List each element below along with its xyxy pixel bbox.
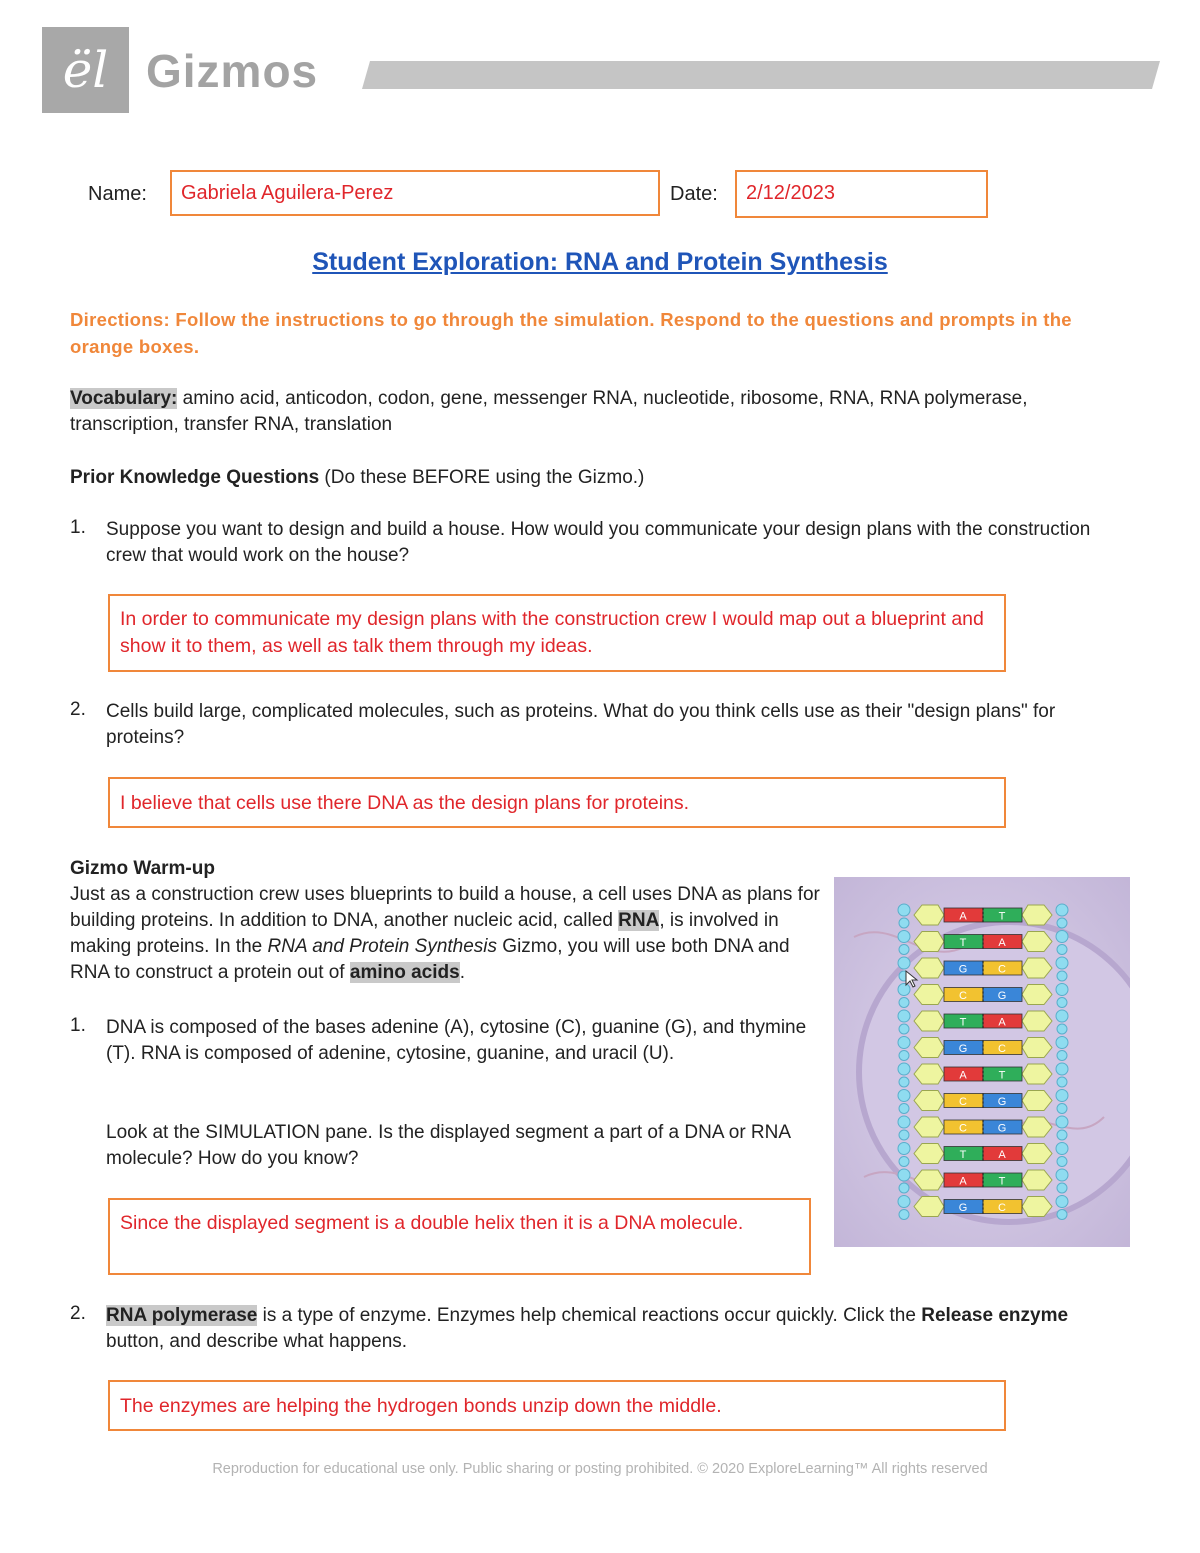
release-enzyme-term: Release enzyme [921, 1305, 1069, 1326]
prior-question-2: Cells build large, complicated molecules, such as proteins. What do you think cells use as their "design plans" for proteins? [106, 701, 1056, 748]
base-letter: G [997, 1122, 1007, 1135]
prior-question-1: Suppose you want to design and build a house. How would you communicate your design plans with the construction crew that would work on the house? [106, 519, 1091, 566]
warmup-answer-1[interactable]: Since the displayed segment is a double helix then it is a DNA molecule. [108, 1198, 811, 1275]
base-letter: G [958, 1202, 968, 1214]
simulation-pane [834, 877, 1130, 1247]
vocabulary-label: Vocabulary: [70, 388, 178, 409]
prior-heading-label: Prior Knowledge Questions [70, 467, 320, 488]
base-letter: G [958, 963, 968, 976]
base-letter: T [998, 1069, 1006, 1082]
base-letter: G [958, 1043, 968, 1055]
vocabulary [70, 386, 1070, 438]
base-letter: C [998, 1043, 1006, 1055]
name-label: Name: [88, 183, 147, 205]
base-letter: A [959, 910, 967, 923]
base-letter: C [959, 990, 967, 1002]
header-bar [362, 61, 1160, 89]
base-letter: T [959, 937, 967, 949]
base-letter: C [998, 963, 1006, 976]
warmup-answer-2[interactable]: The enzymes are helping the hydrogen bonds unzip down the middle. [108, 1380, 1006, 1431]
base-letter: A [998, 1016, 1006, 1029]
gizmo-name: RNA and Protein Synthesis [267, 936, 498, 957]
brand-name: Gizmos [146, 45, 319, 97]
base-letter: C [959, 1122, 967, 1135]
date-label: Date: [670, 183, 718, 205]
rna-polymerase-term: RNA polymerase [106, 1305, 258, 1326]
el-logo-icon: ël [62, 41, 109, 99]
warmup-question-1b: Look at the SIMULATION pane. Is the displayed segment a part of a DNA or RNA molecule? How do you know? [106, 1122, 790, 1169]
vocabulary-text: amino acid, anticodon, codon, gene, messenger RNA, nucleotide, ribosome, RNA, RNA polymerase, transcription, transfer RNA, translation [70, 388, 1028, 435]
prior-knowledge-heading [70, 465, 1070, 491]
warmup-question-1a: DNA is composed of the bases adenine (A), cytosine (C), guanine (G), and thymine (T). RNA is composed of adenine, cytosine, guanine, and uracil (U). [106, 1017, 807, 1064]
base-letter: A [959, 1175, 967, 1188]
base-letter: T [998, 1175, 1006, 1188]
base-letter: C [998, 1202, 1006, 1214]
base-letter: T [998, 910, 1006, 923]
logo [42, 27, 129, 113]
directions: Directions: Follow the instructions to go through the simulation. Respond to the questions and prompts in the orange boxes. [70, 309, 1072, 357]
footer: Reproduction for educational use only. Public sharing or posting prohibited. © 2020 ExploreLearning™ All rights reserved [212, 1461, 988, 1477]
amino-acids-term: amino acids [349, 962, 460, 983]
base-letter: A [998, 1149, 1006, 1161]
base-letter: A [959, 1069, 967, 1082]
warmup-heading: Gizmo Warm-up [70, 858, 215, 879]
prior-answer-1[interactable]: In order to communicate my design plans with the construction crew I would map out a blueprint and show it to them, as well as talk them through my ideas. [108, 594, 1006, 672]
warmup-question-2: RNA polymerase is a type of enzyme. Enzymes help chemical reactions occur quickly. Click the Release enzyme button, and describe what happens. [106, 1305, 1069, 1352]
base-letter: T [959, 1016, 967, 1029]
warmup-intro: Just as a construction crew uses blueprints to build a house, a cell uses DNA as plans for building proteins. In addition to DNA, another nucleic acid, called RNA, is involved in making proteins. In the RNA and Protein Synthesis Gizmo, you will use both DNA and RNA to construct a protein out of amino acids. [70, 884, 820, 983]
prior-answer-2[interactable]: I believe that cells use there DNA as the design plans for proteins. [108, 777, 1006, 828]
prior-heading-note: (Do these BEFORE using the Gizmo.) [319, 467, 645, 488]
question-number: 2. [70, 699, 86, 720]
question-number: 2. [70, 1303, 86, 1324]
question-number: 1. [70, 1015, 86, 1036]
base-letter: C [959, 1096, 967, 1108]
name-field[interactable]: Gabriela Aguilera-Perez [170, 170, 660, 216]
date-field[interactable]: 2/12/2023 [735, 170, 988, 218]
base-letter: G [997, 990, 1007, 1002]
question-number: 1. [70, 517, 86, 538]
rna-term: RNA [618, 910, 660, 931]
page-title: Student Exploration: RNA and Protein Synthesis [312, 248, 888, 276]
base-letter: T [959, 1149, 967, 1161]
base-letter: A [998, 937, 1006, 949]
base-letter: G [997, 1096, 1007, 1108]
